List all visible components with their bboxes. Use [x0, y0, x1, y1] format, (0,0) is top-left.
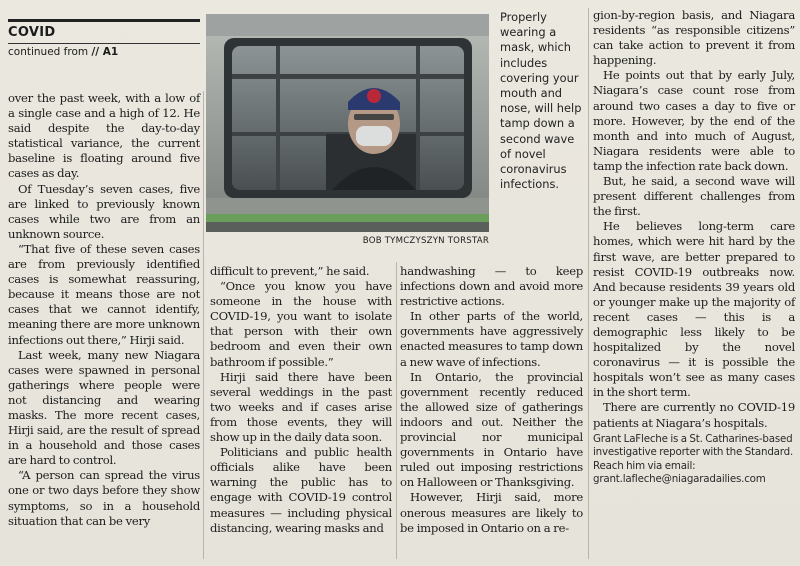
paragraph: Politicians and public health officials alike have been warning the public has to engage with COVID-19 control measures — including physical distancing, wearing masks and: [210, 445, 392, 535]
paragraph: However, Hirji said, more onerous measures are likely to be imposed in Ontario on a re-: [400, 490, 583, 535]
section-top-rule: [8, 19, 200, 22]
column-divider: [203, 91, 204, 559]
paragraph: Hirji said there have been several weddings in the past two weeks and if cases arise from those events, they will show up in the daily data soon.: [210, 369, 392, 445]
section-underline: [8, 43, 200, 44]
article-column-3: [400, 264, 583, 536]
column-divider: [396, 262, 397, 559]
article-column-1: [8, 91, 200, 529]
paragraph: “Once you know you have someone in the house with COVID-19, you want to isolate that person with their own bedroom and even their own bathroom if possible.”: [210, 279, 392, 369]
paragraph: He points out that by early July, Niagara’s case count rose from around two cases a day to five or more. However, by the end of the month and into much of August, Niagara residents were able to tamp the infection rate back down.: [593, 68, 795, 173]
article-column-4: [593, 8, 795, 487]
paragraph: He believes long-term care homes, which were hit hard by the first wave, are better prepared to resist COVID-19 outbreaks now. And because residents 39 years old or younger make up the majority of recent cases — this is a demographic less likely to be hospitalized by the novel coronavirus — it is possible the hospitals won’t see as many cases in the short term.: [593, 219, 795, 400]
photo-caption: Properly wearing a mask, which includes covering your mouth and nose, will help tamp down a second wave of novel coronavirus infections.: [500, 10, 582, 192]
paragraph: “That five of these seven cases are from previously identified cases is somewhat reassuring, because it means those are not cases that we cannot identify, meaning there are more unknown infections out there,” Hirji said.: [8, 241, 200, 347]
paragraph: handwashing — to keep infections down and avoid more restrictive actions.: [400, 264, 583, 309]
paragraph: difficult to prevent,” he said.: [210, 264, 370, 278]
paragraph: Last week, many new Niagara cases were spawned in personal gatherings where people were not distancing and wearing masks. The more recent cases, Hirji said, are the result of spread in a household and those cases are hard to control.: [8, 347, 200, 468]
paragraph: There are currently no COVID-19 patients at Niagara’s hospitals.: [593, 400, 795, 430]
paragraph: “A person can spread the virus one or two days before they show symptoms, so in a household situation that can be very: [8, 468, 200, 528]
bus-passenger-photo: [206, 14, 489, 232]
column-divider: [588, 8, 589, 559]
photo-illustration: [206, 14, 489, 232]
paragraph: over the past week, with a low of a single case and a high of 12. He said despite the day-to-day statistical variance, the current baseline is floating around five cases as day.: [8, 91, 200, 181]
section-label: COVID: [8, 25, 56, 40]
continued-from-line: [8, 46, 118, 58]
photo-credit: BOB TYMCZYSZYN TORSTAR: [362, 236, 489, 246]
article-column-2: [210, 264, 392, 536]
paragraph: gion-by-region basis, and Niagara residents “as responsible citizens” can take action to prevent it from happening.: [593, 8, 795, 68]
paragraph: In Ontario, the provincial government recently reduced the allowed size of gatherings indoors and out. Neither the provincial nor municipal governments in Ontario have ruled out imposing restrictions on Halloween or Thanksgiving.: [400, 369, 583, 490]
continued-prefix: continued from: [8, 46, 89, 58]
paragraph: In other parts of the world, governments have aggressively enacted measures to tamp down a new wave of infections.: [400, 309, 583, 369]
continued-page: // A1: [91, 46, 119, 58]
paragraph: But, he said, a second wave will present different challenges from the first.: [593, 174, 795, 219]
paragraph: Of Tuesday’s seven cases, five are linked to previously known cases while two are from an unknown source.: [8, 181, 200, 241]
author-signoff: Grant LaFleche is a St. Catharines-based investigative reporter with the Standard. Reach him via email: grant.lafleche@niagaradailies.com: [593, 432, 794, 486]
